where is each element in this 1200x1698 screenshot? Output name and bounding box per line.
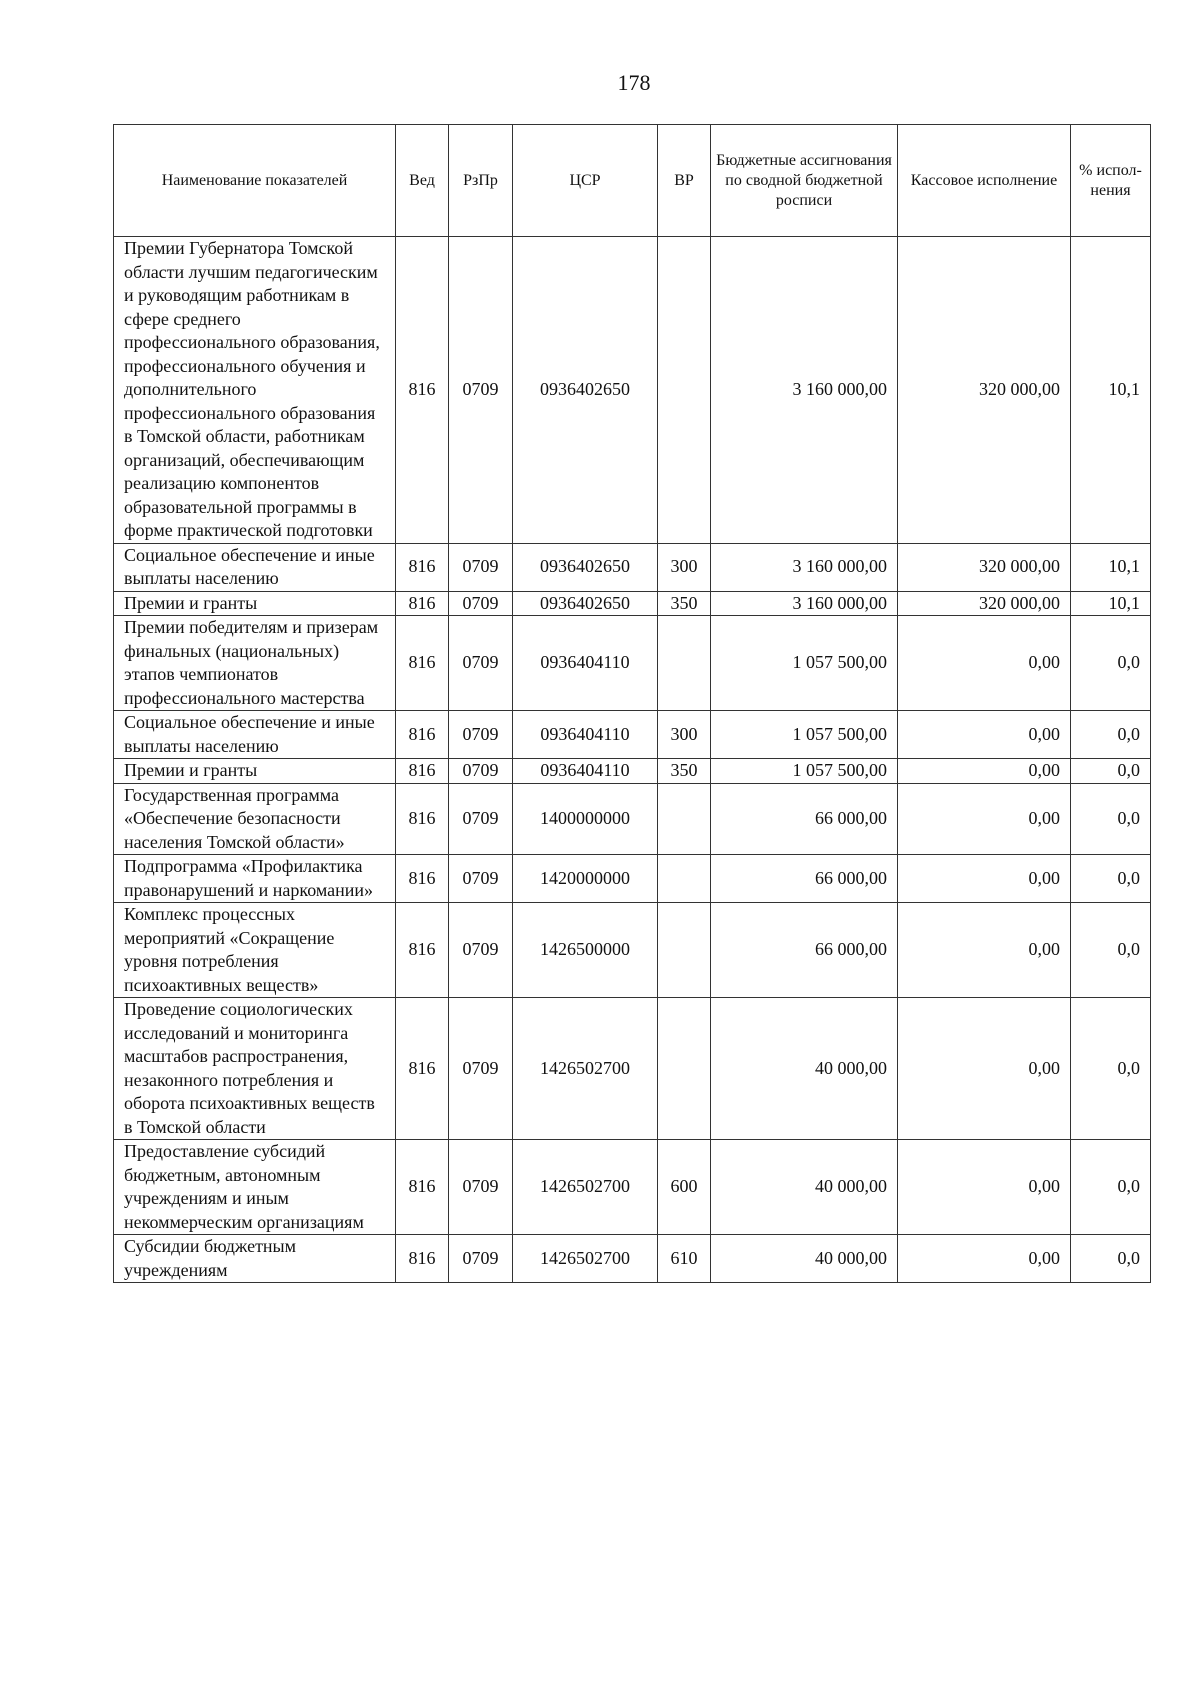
row-cash-cell: 0,00 xyxy=(898,998,1071,1140)
row-vr-cell: 300 xyxy=(658,543,711,591)
table-row xyxy=(114,783,1151,855)
row-csr-cell: 0936404110 xyxy=(513,711,658,759)
row-cash-cell: 320 000,00 xyxy=(898,237,1071,544)
row-rzpr-cell: 0709 xyxy=(449,237,513,544)
budget-table xyxy=(113,124,1151,1283)
row-budget-cell: 66 000,00 xyxy=(711,903,898,998)
row-rzpr-cell: 0709 xyxy=(449,783,513,855)
table-header-row xyxy=(114,125,1151,237)
table-row xyxy=(114,855,1151,903)
header-rzpr: РзПр xyxy=(449,125,513,237)
row-percent-cell: 0,0 xyxy=(1071,783,1151,855)
row-csr-cell: 1426502700 xyxy=(513,1235,658,1283)
row-cash-cell: 0,00 xyxy=(898,903,1071,998)
row-rzpr-cell: 0709 xyxy=(449,759,513,784)
page-number: 178 xyxy=(617,70,651,95)
row-rzpr-cell: 0709 xyxy=(449,855,513,903)
row-ved-cell: 816 xyxy=(396,1140,449,1235)
row-ved-cell: 816 xyxy=(396,998,449,1140)
row-rzpr-cell: 0709 xyxy=(449,998,513,1140)
table-row xyxy=(114,1140,1151,1235)
table-row xyxy=(114,591,1151,616)
row-vr-cell: 350 xyxy=(658,591,711,616)
row-budget-cell: 1 057 500,00 xyxy=(711,759,898,784)
row-vr-cell xyxy=(658,855,711,903)
row-rzpr-cell: 0709 xyxy=(449,1235,513,1283)
table-row xyxy=(114,903,1151,998)
row-budget-cell: 1 057 500,00 xyxy=(711,711,898,759)
row-vr-cell: 350 xyxy=(658,759,711,784)
row-rzpr-cell: 0709 xyxy=(449,543,513,591)
row-budget-cell: 3 160 000,00 xyxy=(711,543,898,591)
row-ved-cell: 816 xyxy=(396,711,449,759)
row-cash-cell: 0,00 xyxy=(898,1235,1071,1283)
row-percent-cell: 0,0 xyxy=(1071,616,1151,711)
row-budget-cell: 40 000,00 xyxy=(711,1235,898,1283)
row-percent-cell: 0,0 xyxy=(1071,998,1151,1140)
row-vr-cell: 600 xyxy=(658,1140,711,1235)
table-row xyxy=(114,616,1151,711)
row-ved-cell: 816 xyxy=(396,616,449,711)
row-percent-cell: 10,1 xyxy=(1071,543,1151,591)
row-csr-cell: 0936402650 xyxy=(513,237,658,544)
row-percent-cell: 0,0 xyxy=(1071,711,1151,759)
row-name-cell: Субсидии бюджетным учреждениям xyxy=(114,1235,396,1283)
row-percent-cell: 0,0 xyxy=(1071,855,1151,903)
row-budget-cell: 66 000,00 xyxy=(711,855,898,903)
row-csr-cell: 0936404110 xyxy=(513,616,658,711)
row-name-cell: Премии и гранты xyxy=(114,759,396,784)
row-cash-cell: 0,00 xyxy=(898,616,1071,711)
header-ved: Вед xyxy=(396,125,449,237)
row-budget-cell: 3 160 000,00 xyxy=(711,237,898,544)
row-vr-cell xyxy=(658,903,711,998)
row-rzpr-cell: 0709 xyxy=(449,591,513,616)
row-cash-cell: 320 000,00 xyxy=(898,543,1071,591)
header-vr: ВР xyxy=(658,125,711,237)
table-row xyxy=(114,998,1151,1140)
row-rzpr-cell: 0709 xyxy=(449,616,513,711)
row-ved-cell: 816 xyxy=(396,783,449,855)
row-percent-cell: 10,1 xyxy=(1071,591,1151,616)
row-cash-cell: 0,00 xyxy=(898,855,1071,903)
row-name-cell: Государственная программа «Обеспечение безопасности населения Томской области» xyxy=(114,783,396,855)
row-name-cell: Проведение социологических исследований и мониторинга масштабов распространения, незаконного потребления и оборота психоактивных веществ в Томской области xyxy=(114,998,396,1140)
row-vr-cell xyxy=(658,237,711,544)
row-budget-cell: 40 000,00 xyxy=(711,998,898,1140)
row-rzpr-cell: 0709 xyxy=(449,1140,513,1235)
row-name-cell: Премии Губернатора Томской области лучшим педагогическим и руководящим работникам в сфере среднего профессионального образования, профессионального обучения и дополнительного профессионального образования в Томской области, работникам организаций, обеспечивающим реализацию компонентов образовательной программы в форме практической подготовки xyxy=(114,237,396,544)
row-budget-cell: 1 057 500,00 xyxy=(711,616,898,711)
row-ved-cell: 816 xyxy=(396,855,449,903)
row-ved-cell: 816 xyxy=(396,591,449,616)
row-cash-cell: 0,00 xyxy=(898,1140,1071,1235)
row-cash-cell: 0,00 xyxy=(898,759,1071,784)
table-row xyxy=(114,759,1151,784)
row-budget-cell: 66 000,00 xyxy=(711,783,898,855)
row-vr-cell xyxy=(658,783,711,855)
header-cash: Кассовое исполнение xyxy=(898,125,1071,237)
row-ved-cell: 816 xyxy=(396,759,449,784)
row-cash-cell: 0,00 xyxy=(898,711,1071,759)
row-csr-cell: 0936402650 xyxy=(513,591,658,616)
row-ved-cell: 816 xyxy=(396,903,449,998)
row-csr-cell: 0936404110 xyxy=(513,759,658,784)
row-vr-cell: 300 xyxy=(658,711,711,759)
row-name-cell: Премии и гранты xyxy=(114,591,396,616)
header-percent: % испол-нения xyxy=(1071,125,1151,237)
row-vr-cell: 610 xyxy=(658,1235,711,1283)
row-csr-cell: 1400000000 xyxy=(513,783,658,855)
row-percent-cell: 0,0 xyxy=(1071,759,1151,784)
row-csr-cell: 1420000000 xyxy=(513,855,658,903)
row-name-cell: Премии победителям и призерам финальных (национальных) этапов чемпионатов профессионального мастерства xyxy=(114,616,396,711)
row-csr-cell: 1426502700 xyxy=(513,1140,658,1235)
row-name-cell: Социальное обеспечение и иные выплаты населению xyxy=(114,543,396,591)
row-rzpr-cell: 0709 xyxy=(449,711,513,759)
row-csr-cell: 0936402650 xyxy=(513,543,658,591)
row-name-cell: Предоставление субсидий бюджетным, автономным учреждениям и иным некоммерческим организациям xyxy=(114,1140,396,1235)
table-row xyxy=(114,237,1151,544)
header-name: Наименование показателей xyxy=(114,125,396,237)
row-percent-cell: 0,0 xyxy=(1071,903,1151,998)
row-name-cell: Подпрограмма «Профилактика правонарушений и наркомании» xyxy=(114,855,396,903)
row-ved-cell: 816 xyxy=(396,543,449,591)
row-vr-cell xyxy=(658,616,711,711)
row-ved-cell: 816 xyxy=(396,1235,449,1283)
row-rzpr-cell: 0709 xyxy=(449,903,513,998)
row-budget-cell: 40 000,00 xyxy=(711,1140,898,1235)
table-row xyxy=(114,543,1151,591)
row-budget-cell: 3 160 000,00 xyxy=(711,591,898,616)
header-csr: ЦСР xyxy=(513,125,658,237)
header-budget: Бюджетные ассигнования по сводной бюджетной росписи xyxy=(711,125,898,237)
row-ved-cell: 816 xyxy=(396,237,449,544)
row-vr-cell xyxy=(658,998,711,1140)
row-name-cell: Социальное обеспечение и иные выплаты населению xyxy=(114,711,396,759)
row-csr-cell: 1426500000 xyxy=(513,903,658,998)
row-name-cell: Комплекс процессных мероприятий «Сокращение уровня потребления психоактивных веществ» xyxy=(114,903,396,998)
row-percent-cell: 0,0 xyxy=(1071,1235,1151,1283)
row-csr-cell: 1426502700 xyxy=(513,998,658,1140)
row-cash-cell: 320 000,00 xyxy=(898,591,1071,616)
row-cash-cell: 0,00 xyxy=(898,783,1071,855)
row-percent-cell: 10,1 xyxy=(1071,237,1151,544)
row-percent-cell: 0,0 xyxy=(1071,1140,1151,1235)
table-row xyxy=(114,711,1151,759)
table-row xyxy=(114,1235,1151,1283)
